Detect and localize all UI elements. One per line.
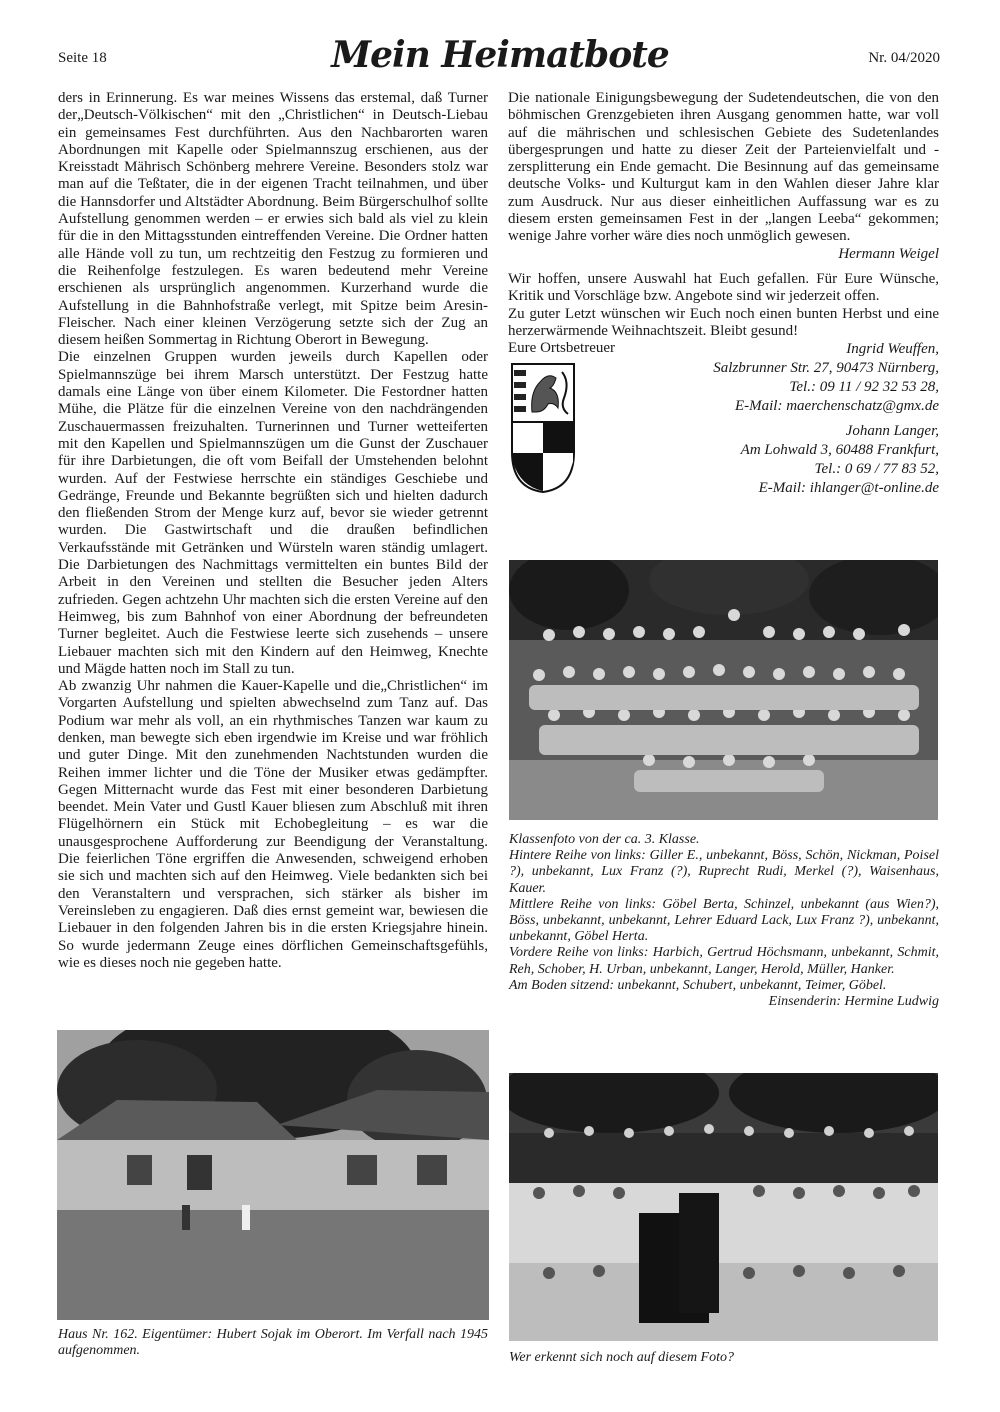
class-photo-caption: [509, 832, 939, 1010]
contact-phone: Tel.: 09 11 / 92 32 53 28,: [789, 379, 939, 396]
caption-line: Mittlere Reihe von links: Göbel Berta, Schinzel, unbekannt (aus Wien?), Böss, unbekannt, unbekannt, Lehrer Eduard Lack, Lux Franz ?), unbekannt, unbekannt, Göbel Herta.: [509, 896, 939, 945]
article-paragraph: Die einzelnen Gruppen wurden jeweils durch Kapellen oder Spielmannszüge bei ihrem Marsch unterstützt. Der Festzug hatte damals eine Länge von über einem Kilometer. Die Festordner hatten Mühe, die Plätze für die einzelnen Vereine von den nachdrängenden Zuschauermassen freizuhalten. Turnerinnen und Turner wetteiferten mit den Kapellen und Spielmannszügen um die Gunst der Zuschauer für ihre Darbietungen, die oft vom Beifall der Umstehenden belohnt wurden. Auf der Festwiese herrschte ein ständiges Geschiebe und Gedränge, Freunde und Bekannte begrüßten sich und hielten dadurch den fließenden Strom der Menge kurz auf, bevor sie wieder getrennt wurden. Die Gastwirtschaft und die draußen befindlichen Verkaufsstände mit Getränken und Würsteln waren ständig umlagert. Die Darbietungen des Nachmittags vermittelten ein buntes Bild der Arbeit in den Vereinen und stellten die Besucher jeden Alters zufrieden. Gegen achtzehn Uhr machten sich die ersten Vereine auf den Heimweg, bis zum Bahnhof von einer Abordnung der befreundeten Turner begleitet. Auch die Festwiese leerte sich zusehends – unsere Liebauer machten sich mit den Kindern auf den Heimweg, Knechte und Mägde hatten noch im Stall zu tun.: [58, 349, 488, 677]
issue-number: Nr. 04/2020: [868, 50, 940, 66]
contact-name: Ingrid Weuffen,: [846, 341, 939, 358]
photo-credit: Einsenderin: Hermine Ludwig: [768, 994, 939, 1010]
caption-line: Klassenfoto von der ca. 3. Klasse.: [509, 832, 700, 847]
contact-name: Johann Langer,: [845, 423, 939, 440]
caption-line: Vordere Reihe von links: Harbich, Gertrud Höchsmann, unbekannt, Schmit, Reh, Schober, H. Urban, unbekannt, Langer, Herold, Müller, Hanker.: [509, 945, 939, 977]
page-number: Seite 18: [58, 50, 107, 66]
article-paragraph: Die nationale Einigungsbewegung der Sudetendeutschen, die von den böhmischen Grenzgebieten ihren Ausgang genommen hatte, war voll auf die mährischen und schlesischen Gebiete des Sudetenlandes übergesprungen und hatte zu dieser Zeit der Parteienvielfalt und -zersplitterung ein Ende gemacht. Die Besinnung auf das gemeinsame deutsche Volks- und Kulturgut kam in den Wahlen dieser Jahre klar zum Ausdruck. Nur aus dieser einheitlichen Auffassung war es zu diesem ersten gemeinsamen Fest in der „langen Leeba“ gekommen; wenige Jahre vorher wäre dies noch unmöglich gewesen.: [508, 90, 939, 245]
coat-of-arms-icon: [510, 362, 576, 494]
article-paragraph: Ab zwanzig Uhr nahmen die Kauer-Kapelle und die„Christlichen“ im Vorgarten Aufstellung und spielten abwechselnd zum Tanz auf. Das Podium war mehr als voll, an ein rhythmisches Tanzen war kaum zu denken, man bewegte sich eben irgendwie im Kreise und war fröhlich und guter Dinge. Mit den zunehmenden Nachtstunden wurden die Reihen immer lichter und die Töne der Musiker etwas gedämpfter. Gegen Mitternacht wurde das Fest mit einer besonderen Darbietung beendet. Mein Vater und Gustl Kauer bliesen zum Abschluß mit ihren Flügelhörnern ein Stück mit Echobegleitung – es war die unausgesprochene Aufforderung zur Beendigung der Veranstaltung. Die feierlichen Töne ergriffen die Anwesenden, schweigend erhoben sie sich und machten sich auf den Heimweg. Viele bedankten sich bei den Veranstaltern und versprachen, sich stärker als bisher im Vereinsleben zu engagieren. Daß dies ernst gemeint war, bewiesen die Liebauer in den folgenden Jahren bis in die ersten Kriegsjahre hinein. So wurde jedermann Zeuge eines dörflichen Gemeinschaftsgefühls, wie es dieses noch nie gegeben hatte.: [58, 678, 488, 971]
contact-email: E-Mail: ihlanger@t-online.de: [758, 480, 939, 497]
class-photo-image: [509, 560, 938, 820]
masthead-title: Mein Heimatbote: [331, 34, 669, 76]
contact-email: E-Mail: maerchenschatz@gmx.de: [734, 398, 939, 415]
left-article-column: [58, 90, 488, 972]
caption-line: Hintere Reihe von links: Giller E., unbekannt, Böss, Schön, Nickman, Poisel ?), unbekannt, Lux Franz (?), Ruprecht Rudi, Merkel (?), Waisenhaus, Kauer.: [509, 848, 939, 896]
contact-street: Salzbrunner Str. 27, 90473 Nürnberg,: [713, 360, 939, 377]
closing-paragraph: Wir hoffen, unsere Auswahl hat Euch gefallen. Für Eure Wünsche, Kritik und Vorschläge bzw. Angebote sind wir jederzeit offen.: [508, 270, 939, 305]
house-photo-image: [57, 1030, 489, 1320]
group-photo: [509, 1073, 938, 1341]
house-photo-caption: Haus Nr. 162. Eigentümer: Hubert Sojak im Oberort. Im Verfall nach 1945 aufgenommen.: [58, 1327, 488, 1359]
article-paragraph: ders in Erinnerung. Es war meines Wissens das erstemal, daß Turner der„Deutsch-Völkischen“ mit den „Christlichen“ in Deutsch-Liebau ein gemeinsames Fest durchführten. Aus den Nachbarorten waren Abordnungen mit Kapelle oder Spielmannszug erschienen, aus der Kreisstadt Mährisch Schönberg mehrere Vereine. Besonders stolz war man auf die Teßtater, die in der eigenen Tracht teilnahmen, und über die Hannsdorfer und Altstädter Abordnung. Beim Bürgerschulhof sollte Aufstellung genommen werden – er erwies sich bald als viel zu klein für die in den Mittagsstunden eintreffenden Vereine. Die Ordner hatten alle Hände voll zu tun, um rechtzeitig den Festzug zu formieren und die Reihenfolge festzulegen. Es waren bedeutend mehr Vereine erschienen als ursprünglich angenommen. Kurzerhand wurde die Aufstellung in die Bahnhofstraße verlegt, mit Spitze beim Aresin-Fleischer. Nach einer kleinen Verzögerung setzte sich der Zug an diesem heißen Sommertag in Richtung Oberort in Bewegung.: [58, 90, 488, 349]
contact-street: Am Lohwald 3, 60488 Frankfurt,: [740, 442, 939, 459]
closing-paragraph: Zu guter Letzt wünschen wir Euch noch einen bunten Herbst und eine herzerwärmende Weihnachtszeit. Bleibt gesund!: [508, 305, 939, 339]
author-signature: Hermann Weigel: [838, 245, 939, 262]
caption-line: Am Boden sitzend: unbekannt, Schubert, unbekannt, Teimer, Göbel.: [509, 977, 887, 993]
contact-phone: Tel.: 0 69 / 77 83 52,: [814, 461, 939, 478]
group-photo-caption: Wer erkennt sich noch auf diesem Foto?: [509, 1350, 734, 1365]
house-photo: [57, 1030, 489, 1320]
class-photo: [509, 560, 938, 820]
signoff-text: Eure Ortsbetreuer: [508, 340, 616, 357]
group-photo-image: [509, 1073, 938, 1341]
